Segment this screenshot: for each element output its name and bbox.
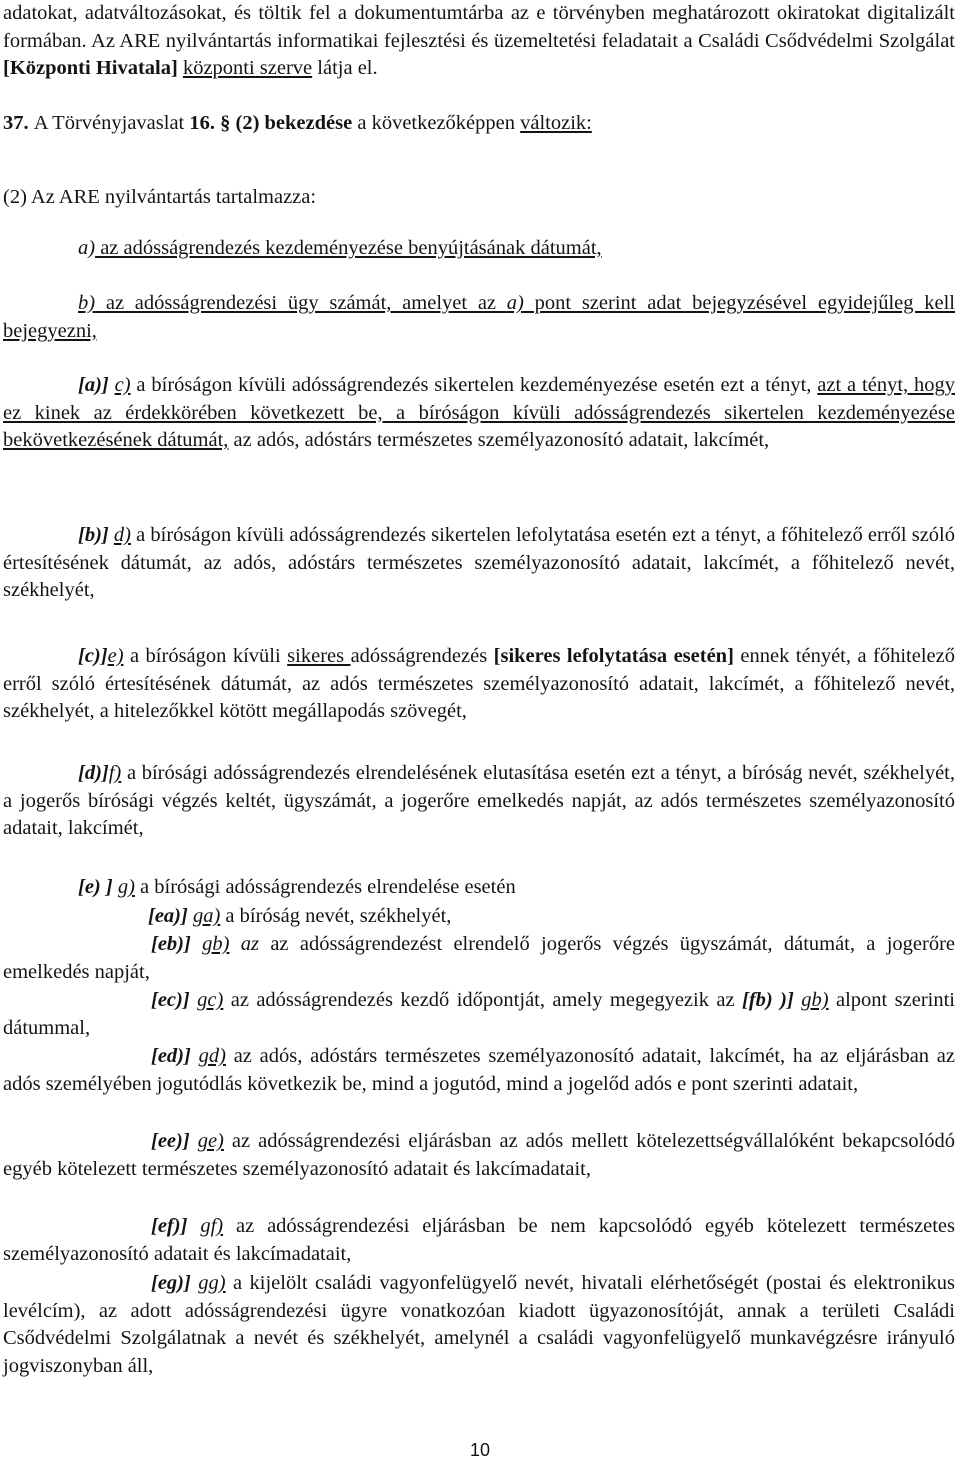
inserted-letter: ge) bbox=[197, 1130, 224, 1152]
paragraph-g bbox=[3, 874, 955, 902]
paragraph-f bbox=[3, 760, 955, 843]
inserted-letter: gg) bbox=[198, 1272, 226, 1294]
inserted-letter: e) bbox=[107, 645, 124, 667]
inserted-text: változik: bbox=[520, 112, 592, 134]
inserted-letter: c) bbox=[114, 374, 131, 396]
text-run bbox=[191, 1045, 199, 1067]
inserted-letter: gf) bbox=[200, 1215, 224, 1237]
deleted-letter: [ed)] bbox=[151, 1045, 191, 1067]
text-run: a bírósági adósságrendezés elrendelése esetén bbox=[134, 876, 516, 898]
section-reference: 16. § (2) bekezdése bbox=[189, 112, 353, 134]
paragraph-gf bbox=[3, 1213, 955, 1268]
point-letter: a) bbox=[78, 237, 96, 259]
text-run: a bíróság nevét, székhelyét, bbox=[220, 905, 452, 927]
text-run: az adósságrendezési eljárásban be nem kapcsolódó egyéb kötelezett természetes személyazonosító adatait és lakcímadatait, bbox=[3, 1215, 956, 1265]
inserted-text: pont szerint adat bejegyzésével egyidejűleg kell bejegyezni, bbox=[3, 292, 955, 342]
text-run: az adós, adóstárs természetes személyazonosító adatait, lakcímét, bbox=[228, 429, 770, 451]
text-run: az adós, adóstárs természetes személyazonosító adatait, lakcímét, ha az eljárásban az adós személyében jogutódlás következik be, mind a jogutód, mind a jogelőd adós e pont szerinti adatait, bbox=[3, 1045, 956, 1095]
inserted-letter: gd) bbox=[198, 1045, 226, 1067]
text-run: az adósságrendezési eljárásban az adós mellett kötelezettségvállalóként bekapcsolódó egyéb kötelezett természetes személyazonosító adatait és lakcímadatait, bbox=[3, 1130, 956, 1180]
text-run: alpont szerinti dátummal, bbox=[3, 989, 955, 1039]
inserted-letter: f) bbox=[108, 762, 122, 784]
deleted-letter: [e) ] bbox=[78, 876, 113, 898]
paragraph-c bbox=[3, 372, 955, 455]
deleted-letter: [b)] bbox=[78, 524, 109, 546]
paragraph-2: (2) Az ARE nyilvántartás tartalmazza: bbox=[3, 186, 317, 208]
paragraph-ga bbox=[148, 903, 955, 931]
text-run: A Törvényjavaslat bbox=[33, 112, 190, 134]
paragraph-intro bbox=[3, 0, 955, 83]
text-run: a bíróságon kívüli adósságrendezés sikertelen kezdeményezése esetén ezt a tényt, bbox=[130, 374, 818, 396]
paragraph-gb bbox=[3, 931, 955, 986]
paragraph-b bbox=[3, 290, 955, 345]
deleted-letter: [d)] bbox=[78, 762, 109, 784]
deleted-letter: [a)] bbox=[78, 374, 109, 396]
paragraph-d bbox=[3, 522, 955, 605]
text-run bbox=[187, 1215, 200, 1237]
text-run: adatokat, adatváltozásokat, és töltik fel a dokumentumtárba az e törvényben meghatározott okiratokat digitalizált formában. Az ARE nyilvántartás informatikai fejlesztési és üzemeltetési feladatait a Családi Csődvédelmi Szolgálat bbox=[3, 2, 955, 52]
deleted-text: [Központi Hivatala] bbox=[3, 57, 178, 79]
text-run: a következőképpen bbox=[352, 112, 521, 134]
text-run: látja el. bbox=[312, 57, 378, 79]
text-run: az adósságrendezést elrendelő jogerős végzés ügyszámát, dátumát, a jogerőre emelkedés napját, bbox=[3, 933, 956, 983]
inserted-text: sikeres bbox=[287, 645, 351, 667]
point-letter: a) bbox=[506, 292, 524, 314]
deleted-letter: [ec)] bbox=[151, 989, 190, 1011]
paragraph-gd bbox=[3, 1043, 955, 1098]
paragraph-gg bbox=[3, 1270, 955, 1380]
inserted-letter: gc) bbox=[197, 989, 224, 1011]
inserted-text: azt a tényt, hogy ez kinek az érdekkörében következett be, a bíróságon kívüli adósságrendezés sikertelen kezdeményezése bekövetkezésének dátumát, bbox=[3, 374, 956, 451]
paragraph-a bbox=[3, 235, 955, 263]
deleted-text: [sikeres lefolytatása esetén] bbox=[493, 645, 734, 667]
deleted-reference: [fb) )] bbox=[742, 989, 794, 1011]
text-run bbox=[190, 1130, 198, 1152]
inserted-text: az adósságrendezés kezdeményezése benyújtásának dátumát, bbox=[95, 237, 602, 259]
point-letter: b) bbox=[78, 292, 96, 314]
inserted-text: az adósságrendezési ügy számát, amelyet az bbox=[95, 292, 507, 314]
text-run bbox=[191, 933, 202, 955]
deleted-letter: [ea)] bbox=[148, 905, 188, 927]
text-run: a bíróságon kívüli adósságrendezés sikertelen lefolytatása esetén ezt a tényt, a főhitelező erről szóló értesítésének dátumát, az adós, adóstárs természetes személyazonosító adatait, lakcímét, a főhitelező nevét, székhelyét, bbox=[3, 524, 955, 601]
text-run: az adósságrendezés kezdő időpontját, amely megegyezik az bbox=[223, 989, 742, 1011]
paragraph-gc bbox=[3, 987, 955, 1042]
deleted-letter: [ef)] bbox=[151, 1215, 188, 1237]
deleted-letter: [eb)] bbox=[151, 933, 191, 955]
inserted-letter: ga) bbox=[192, 905, 221, 927]
deleted-letter: [c)] bbox=[78, 645, 108, 667]
inserted-letter: g) bbox=[117, 876, 135, 898]
inserted-reference: gb) bbox=[801, 989, 829, 1011]
paragraph-ge bbox=[3, 1128, 955, 1183]
paragraph-37 bbox=[3, 110, 955, 138]
text-run bbox=[190, 989, 197, 1011]
text-run: a bírósági adósságrendezés elrendelésének elutasítása esetén ezt a tényt, a bíróság nevét, székhelyét, a jogerős bírósági végzés keltét, ügyszámát, a jogerőre emelkedés napját, az adós természetes személyazonosító adatait, lakcímét, bbox=[3, 762, 955, 839]
inserted-letter: d) bbox=[113, 524, 131, 546]
text-run: a bíróságon kívüli bbox=[123, 645, 288, 667]
inserted-letter: gb) bbox=[202, 933, 230, 955]
inserted-text: központi szerve bbox=[182, 57, 313, 79]
text-run: a kijelölt családi vagyonfelügyelő nevét, hivatali elérhetőségét (postai és elektronikus levélcím), az adott adósságrendezési ügyre vonatkozóan kiadott ügyazonosítóját, annak a területi Családi Csődvédelmi Szolgálatnak a nevét és székhelyét, amelynél a családi vagyonfelügyelő munkavégzésre irányuló jogviszonyban áll, bbox=[3, 1272, 955, 1377]
text-run: ennek tényét, a főhitelező erről szóló értesítésének dátumát, az adós természetes személyazonosító adatait, lakcímét, a főhitelező nevét, székhelyét, a hitelezőkkel kötött megállapodás szövegét, bbox=[3, 645, 955, 722]
deleted-letter: [ee)] bbox=[151, 1130, 190, 1152]
text-run bbox=[229, 933, 240, 955]
paragraph-e bbox=[3, 643, 955, 726]
deleted-letter: [eg)] bbox=[151, 1272, 191, 1294]
text-run: adósságrendezés bbox=[350, 645, 494, 667]
point-number: 37. bbox=[3, 112, 34, 134]
italic-word: az bbox=[240, 933, 260, 955]
page-number: 10 bbox=[469, 1440, 491, 1460]
